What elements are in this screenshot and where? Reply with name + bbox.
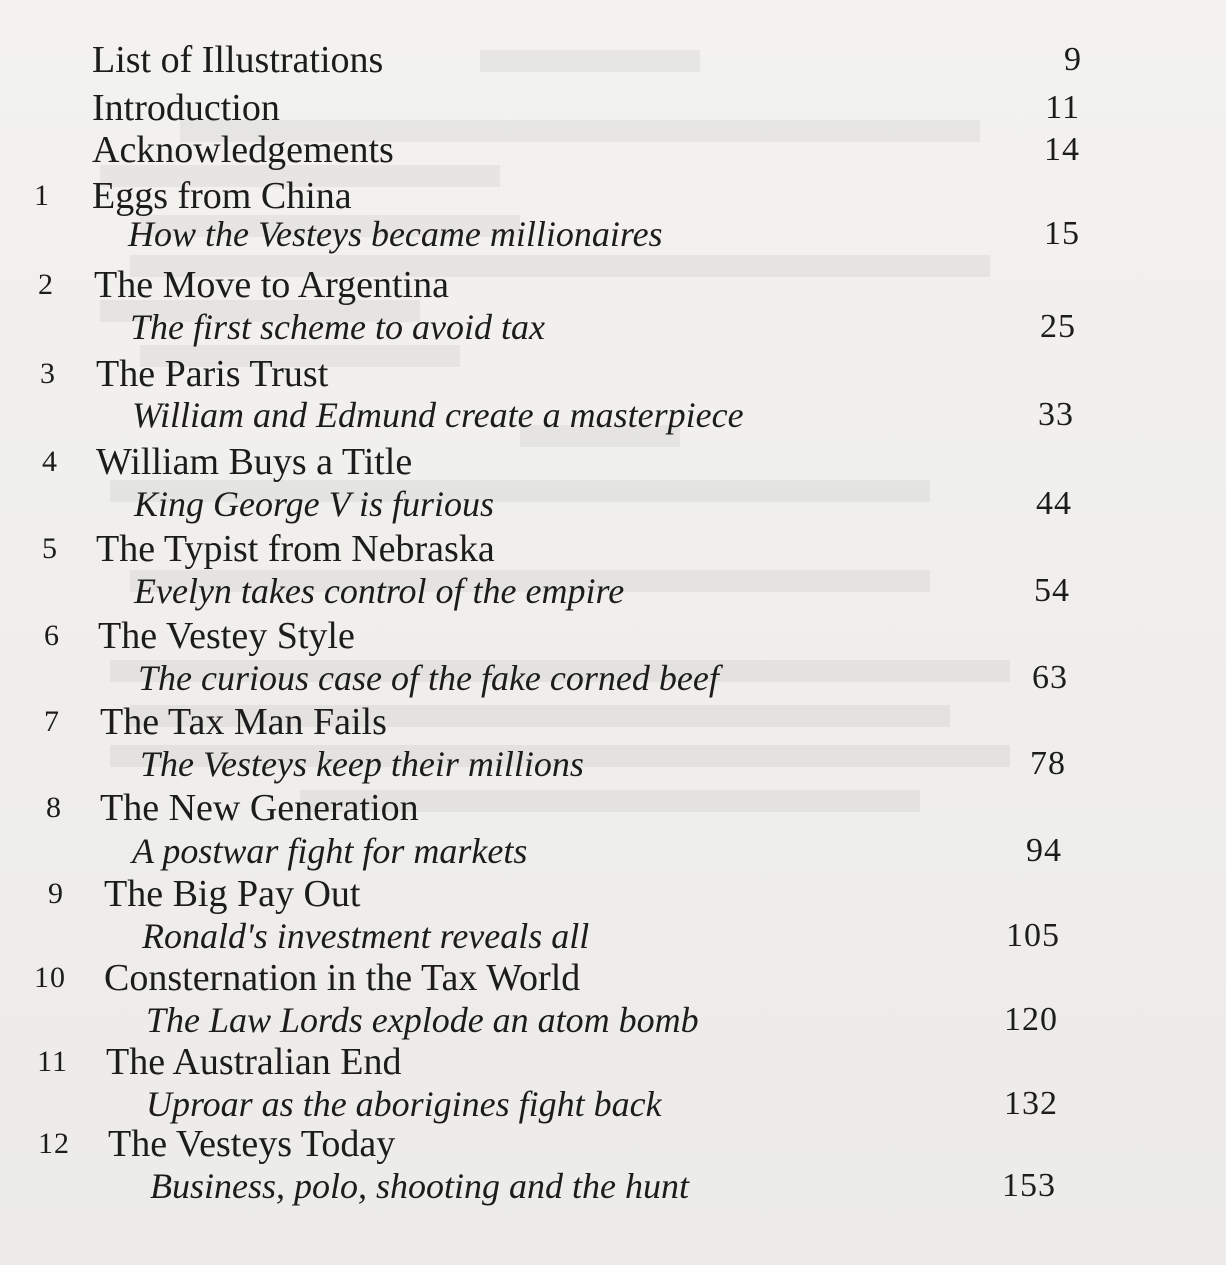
toc-entry-page: 44 (1036, 485, 1072, 522)
chapter-subtitle: Business, polo, shooting and the hunt (150, 1166, 689, 1206)
toc-entry-acknowledgements (0, 128, 1226, 172)
chapter-6-heading (0, 614, 1226, 658)
chapter-3-subtitle-row (0, 393, 1226, 437)
chapter-subtitle: King George V is furious (134, 484, 495, 524)
toc-entry-page: 14 (1044, 131, 1080, 168)
chapter-title: The Australian End (106, 1041, 402, 1083)
chapter-2-heading (0, 263, 1226, 307)
chapter-10-heading (0, 956, 1226, 1000)
chapter-title: The Vestey Style (98, 615, 355, 657)
chapter-subtitle: How the Vesteys became millionaires (128, 214, 663, 254)
toc-entry-page: 15 (1044, 215, 1080, 252)
toc-entry-page: 9 (1064, 41, 1082, 78)
chapter-number: 12 (38, 1127, 70, 1160)
chapter-title: The Typist from Nebraska (96, 528, 495, 570)
toc-entry-title: Acknowledgements (92, 129, 394, 171)
chapter-8-subtitle-row (0, 829, 1226, 873)
chapter-4-subtitle-row (0, 482, 1226, 526)
chapter-number: 2 (38, 268, 54, 301)
chapter-12-subtitle-row (0, 1164, 1226, 1208)
chapter-title: The Tax Man Fails (100, 701, 387, 743)
toc-entry-page: 94 (1026, 832, 1062, 869)
chapter-subtitle: The Vesteys keep their millions (140, 744, 584, 784)
chapter-subtitle: A postwar fight for markets (132, 831, 528, 871)
toc-entry-title: List of Illustrations (92, 39, 384, 81)
chapter-number: 9 (48, 877, 64, 910)
chapter-number: 8 (46, 791, 62, 824)
chapter-9-subtitle-row (0, 914, 1226, 958)
toc-entry-page: 11 (1045, 89, 1080, 126)
chapter-number: 3 (40, 357, 56, 390)
chapter-subtitle: The curious case of the fake corned beef (138, 658, 719, 698)
chapter-subtitle: Uproar as the aborigines fight back (146, 1084, 662, 1124)
chapter-9-heading (0, 872, 1226, 916)
chapter-title: The Paris Trust (96, 353, 329, 395)
chapter-7-subtitle-row (0, 742, 1226, 786)
chapter-title: The Vesteys Today (108, 1123, 396, 1165)
chapter-subtitle: William and Edmund create a masterpiece (132, 395, 744, 435)
chapter-subtitle: Evelyn takes control of the empire (134, 571, 625, 611)
toc-entry-list-of-illustrations (0, 38, 1226, 82)
chapter-number: 1 (34, 179, 50, 212)
chapter-2-subtitle-row (0, 305, 1226, 349)
chapter-7-heading (0, 700, 1226, 744)
chapter-title: William Buys a Title (96, 441, 413, 483)
chapter-11-heading (0, 1040, 1226, 1084)
chapter-12-heading (0, 1122, 1226, 1166)
toc-entry-page: 132 (1004, 1085, 1058, 1122)
chapter-title: The New Generation (100, 787, 419, 829)
chapter-title: Eggs from China (92, 175, 352, 217)
chapter-title: The Move to Argentina (94, 264, 449, 306)
toc-entry-page: 120 (1004, 1001, 1058, 1038)
chapter-number: 4 (42, 445, 58, 478)
chapter-number: 5 (42, 532, 58, 565)
chapter-subtitle: The first scheme to avoid tax (130, 307, 545, 347)
chapter-number: 11 (37, 1045, 68, 1078)
chapter-6-subtitle-row (0, 656, 1226, 700)
toc-entry-page: 54 (1034, 572, 1070, 609)
chapter-title: Consternation in the Tax World (104, 957, 581, 999)
chapter-4-heading (0, 440, 1226, 484)
toc-entry-page: 153 (1002, 1167, 1056, 1204)
chapter-number: 7 (44, 705, 60, 738)
chapter-5-subtitle-row (0, 569, 1226, 613)
chapter-5-heading (0, 527, 1226, 571)
chapter-number: 6 (44, 619, 60, 652)
toc-entry-introduction (0, 86, 1226, 130)
toc-entry-page: 33 (1038, 396, 1074, 433)
chapter-3-heading (0, 352, 1226, 396)
chapter-subtitle: The Law Lords explode an atom bomb (146, 1000, 699, 1040)
toc-entry-page: 63 (1032, 659, 1068, 696)
chapter-number: 10 (34, 961, 66, 994)
toc-entry-page: 78 (1030, 745, 1066, 782)
toc-entry-page: 105 (1006, 917, 1060, 954)
chapter-1-subtitle-row (0, 212, 1226, 256)
toc-entry-page: 25 (1040, 308, 1076, 345)
chapter-title: The Big Pay Out (104, 873, 361, 915)
chapter-subtitle: Ronald's investment reveals all (142, 916, 590, 956)
toc-entry-title: Introduction (92, 87, 280, 129)
chapter-10-subtitle-row (0, 998, 1226, 1042)
chapter-11-subtitle-row (0, 1082, 1226, 1126)
chapter-8-heading (0, 786, 1226, 830)
